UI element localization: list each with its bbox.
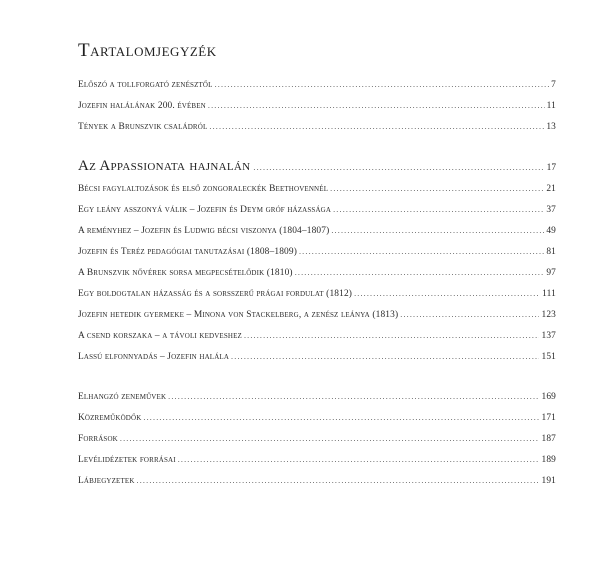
toc-section-page: 17 <box>546 163 556 173</box>
toc-entry-label: Bécsi fagylaltozások és első zongoraleckék Beethovennél <box>78 184 329 194</box>
page-title: Tartalomjegyzék <box>78 40 217 61</box>
leader-dots <box>137 476 540 485</box>
toc-entry-page: 7 <box>551 80 556 90</box>
toc-entry-label: Levélidézetek forrásai <box>78 455 176 465</box>
toc-entry-page: 189 <box>541 455 556 465</box>
leader-dots <box>331 226 544 235</box>
toc-entry-label: Lassú elfonnyadás – Jozefin halála <box>78 352 230 362</box>
leader-dots <box>178 455 540 464</box>
leader-dots <box>209 122 544 131</box>
toc-entry-label: A reményhez – Jozefin és Ludwig bécsi viszonya (1804–1807) <box>78 226 330 236</box>
toc-entry-label: Egy boldogtalan házasság és a sorsszerű prágai fordulat (1812) <box>78 289 353 299</box>
toc-entry[interactable] <box>78 310 556 320</box>
toc-entry-page: 191 <box>541 476 556 486</box>
leader-dots <box>400 310 539 319</box>
toc-entry-page: 11 <box>546 101 556 111</box>
toc-entry[interactable] <box>78 247 556 257</box>
toc-entry-page: 171 <box>541 413 556 423</box>
toc-entry[interactable] <box>78 352 556 362</box>
toc-section-heading[interactable] <box>78 158 556 175</box>
toc-entry-label: Közreműködők <box>78 413 142 423</box>
toc-entry-page: 111 <box>542 289 556 299</box>
toc-entry[interactable] <box>78 226 556 236</box>
toc-entry[interactable] <box>78 80 556 90</box>
leader-dots <box>295 268 545 277</box>
toc-entry-label: Tények a Brunszvik családról <box>78 122 208 132</box>
toc-section-label: Az Appassionata hajnalán <box>78 158 251 174</box>
toc-entry[interactable] <box>78 434 556 444</box>
leader-dots <box>333 205 544 214</box>
toc-entry-label: Előszó a tollforgató zenésztől <box>78 80 213 90</box>
toc-entry[interactable] <box>78 205 556 215</box>
toc-entry-page: 49 <box>546 226 556 236</box>
toc-entry-label: Jozefin hetedik gyermeke – Minona von Stackelberg, a zenész leánya (1813) <box>78 310 399 320</box>
leader-dots <box>120 434 540 443</box>
toc-entry-page: 13 <box>546 122 556 132</box>
toc-entry[interactable] <box>78 392 556 402</box>
toc-entry-page: 21 <box>546 184 556 194</box>
toc-entry[interactable] <box>78 289 556 299</box>
leader-dots <box>244 331 540 340</box>
toc-entry[interactable] <box>78 268 556 278</box>
toc-entry-page: 81 <box>546 247 556 257</box>
leader-dots <box>231 352 539 361</box>
toc-entry-label: Elhangzó zeneművek <box>78 392 167 402</box>
toc-entry[interactable] <box>78 455 556 465</box>
toc-entry[interactable] <box>78 101 556 111</box>
toc-entry-label: A Brunszvik nővérek sorsa megpecsételődik (1810) <box>78 268 293 278</box>
leader-dots <box>330 184 544 193</box>
toc-entry-label: Források <box>78 434 118 444</box>
leader-dots <box>299 247 544 256</box>
toc-entry[interactable] <box>78 184 556 194</box>
toc-entry-label: Jozefin halálának 200. évében <box>78 101 206 111</box>
toc-entry-page: 137 <box>541 331 556 341</box>
leader-dots <box>208 101 545 110</box>
toc-entry-page: 37 <box>546 205 556 215</box>
toc-entry-label: A csend korszaka – a távoli kedveshez <box>78 331 242 341</box>
leader-dots <box>168 392 539 401</box>
leader-dots <box>354 289 540 298</box>
toc-entry[interactable] <box>78 413 556 423</box>
leader-dots <box>143 413 539 422</box>
toc-entry-page: 151 <box>541 352 556 362</box>
toc-entry-label: Lábjegyzetek <box>78 476 135 486</box>
toc-entry-label: Jozefin és Teréz pedagógiai tanutazásai (1808–1809) <box>78 247 297 257</box>
toc-entry[interactable] <box>78 122 556 132</box>
leader-dots <box>215 80 550 89</box>
toc-entry[interactable] <box>78 331 556 341</box>
toc-entry-page: 169 <box>541 392 556 402</box>
toc-entry-page: 187 <box>541 434 556 444</box>
toc-entry[interactable] <box>78 476 556 486</box>
toc-entry-page: 97 <box>546 268 556 278</box>
toc-entry-page: 123 <box>541 310 556 320</box>
toc-entry-label: Egy leány asszonyá válik – Jozefin és Deym gróf házassága <box>78 205 332 215</box>
leader-dots <box>253 163 543 172</box>
